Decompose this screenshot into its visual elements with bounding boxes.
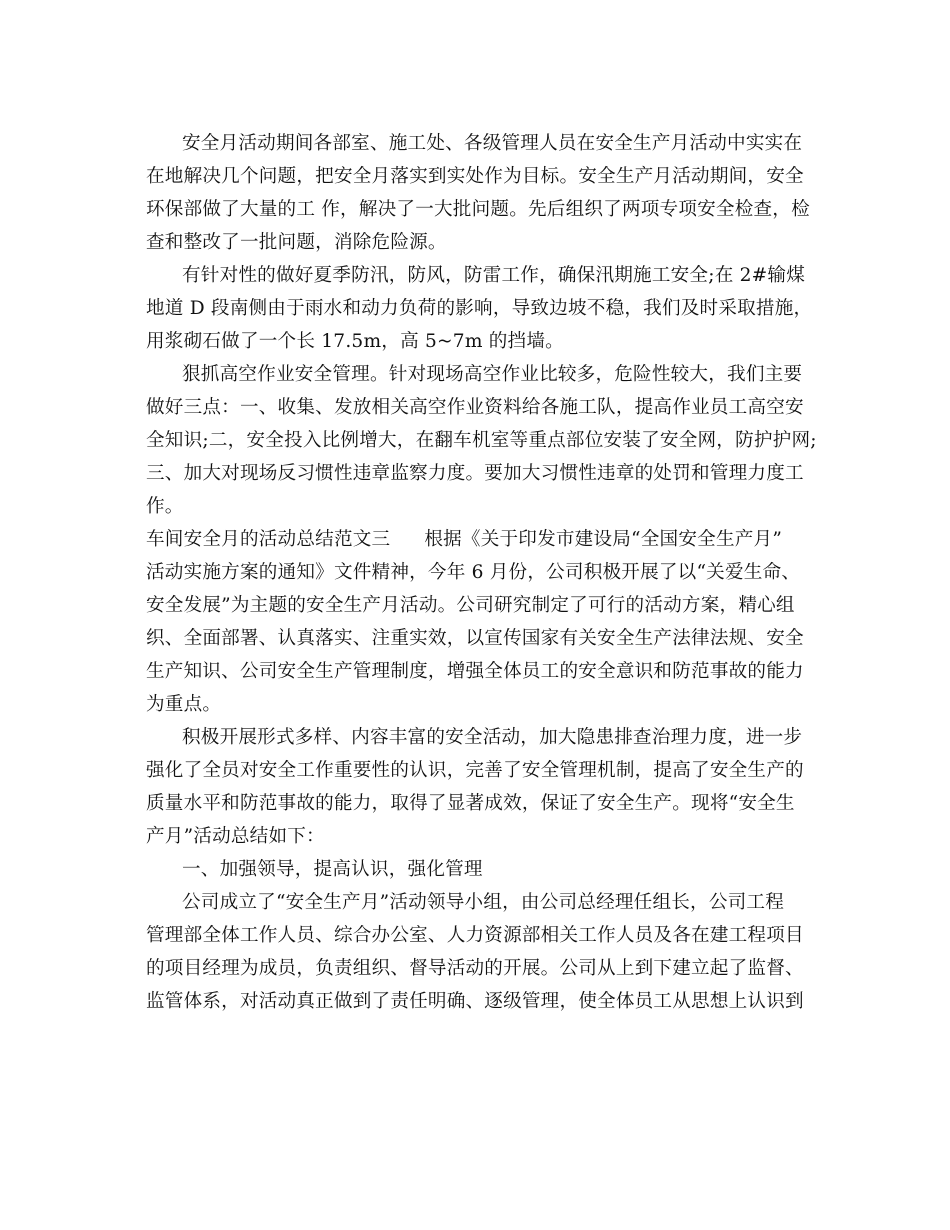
paragraph-line: 监管体系，对活动真正做到了责任明确、逐级管理，使全体员工从思想上认识到 — [146, 991, 804, 1012]
paragraph-line: 管理部全体工作人员、综合办公室、人力资源部相关工作人员及各在建工程项目 — [146, 925, 804, 946]
paragraph-line: 强化了全员对安全工作重要性的认识，完善了安全管理机制，提高了安全生产的 — [146, 760, 804, 781]
paragraph-line: 织、全面部署、认真落实、注重实效，以宣传国家有关安全生产法律法规、安全 — [146, 628, 804, 649]
paragraph-line: 生产知识、公司安全生产管理制度，增强全体员工的安全意识和防范事故的能力 — [146, 661, 804, 682]
paragraph-line: 的项目经理为成员，负责组织、督导活动的开展。公司从上到下建立起了监督、 — [146, 958, 804, 979]
subheading-line: 一、加强领导，提高认识，强化管理 — [182, 859, 483, 880]
paragraph-line: 安全发展”为主题的安全生产月活动。公司研究制定了可行的活动方案，精心组 — [146, 595, 795, 616]
paragraph-text: 根据《关于印发市建设局“全国安全生产月” — [424, 529, 783, 550]
paragraph-line: 在地解决几个问题，把安全月落实到实处作为目标。安全生产月活动期间，安全 — [146, 166, 804, 187]
paragraph-line: 全知识;二，安全投入比例增大，在翻车机室等重点部位安装了安全网，防护护网; — [146, 430, 817, 451]
paragraph-line: 质量水平和防范事故的能力，取得了显著成效，保证了安全生产。现将“安全生 — [146, 793, 795, 814]
paragraph-line: 地道 D 段南侧由于雨水和动力负荷的影响，导致边坡不稳，我们及时采取措施， — [146, 298, 813, 319]
paragraph-line: 查和整改了一批问题，消除危险源。 — [146, 232, 447, 253]
paragraph-line: 三、加大对现场反习惯性违章监察力度。要加大习惯性违章的处罚和管理力度工 — [146, 463, 804, 484]
section-heading-line — [146, 525, 826, 555]
section-heading: 车间安全月的活动总结范文三 — [146, 529, 391, 550]
paragraph-line: 狠抓高空作业安全管理。针对现场高空作业比较多，危险性较大，我们主要 — [182, 364, 803, 385]
paragraph-line: 活动实施方案的通知》文件精神，今年 6 月份，公司积极开展了以“关爱生命、 — [146, 562, 801, 583]
paragraph-line: 产月”活动总结如下： — [146, 826, 325, 847]
paragraph-line: 环保部做了大量的工 作，解决了一大批问题。先后组织了两项专项安全检查，检 — [146, 199, 810, 220]
paragraph-line: 有针对性的做好夏季防汛，防风，防雷工作，确保汛期施工安全;在 2#输煤 — [182, 265, 805, 286]
paragraph-line: 做好三点：一、收集、发放相关高空作业资料给各施工队，提高作业员工高空安 — [146, 397, 804, 418]
paragraph-line: 用浆砌石做了一个长 17.5m，高 5~7m 的挡墙。 — [146, 331, 564, 352]
paragraph-line: 公司成立了“安全生产月”活动领导小组，由公司总经理任组长，公司工程 — [182, 892, 785, 913]
paragraph-line: 安全月活动期间各部室、施工处、各级管理人员在安全生产月活动中实实在 — [182, 133, 803, 154]
paragraph-line: 为重点。 — [146, 694, 222, 715]
paragraph-line: 积极开展形式多样、内容丰富的安全活动，加大隐患排查治理力度，进一步 — [182, 727, 803, 748]
paragraph-line: 作。 — [146, 496, 184, 517]
